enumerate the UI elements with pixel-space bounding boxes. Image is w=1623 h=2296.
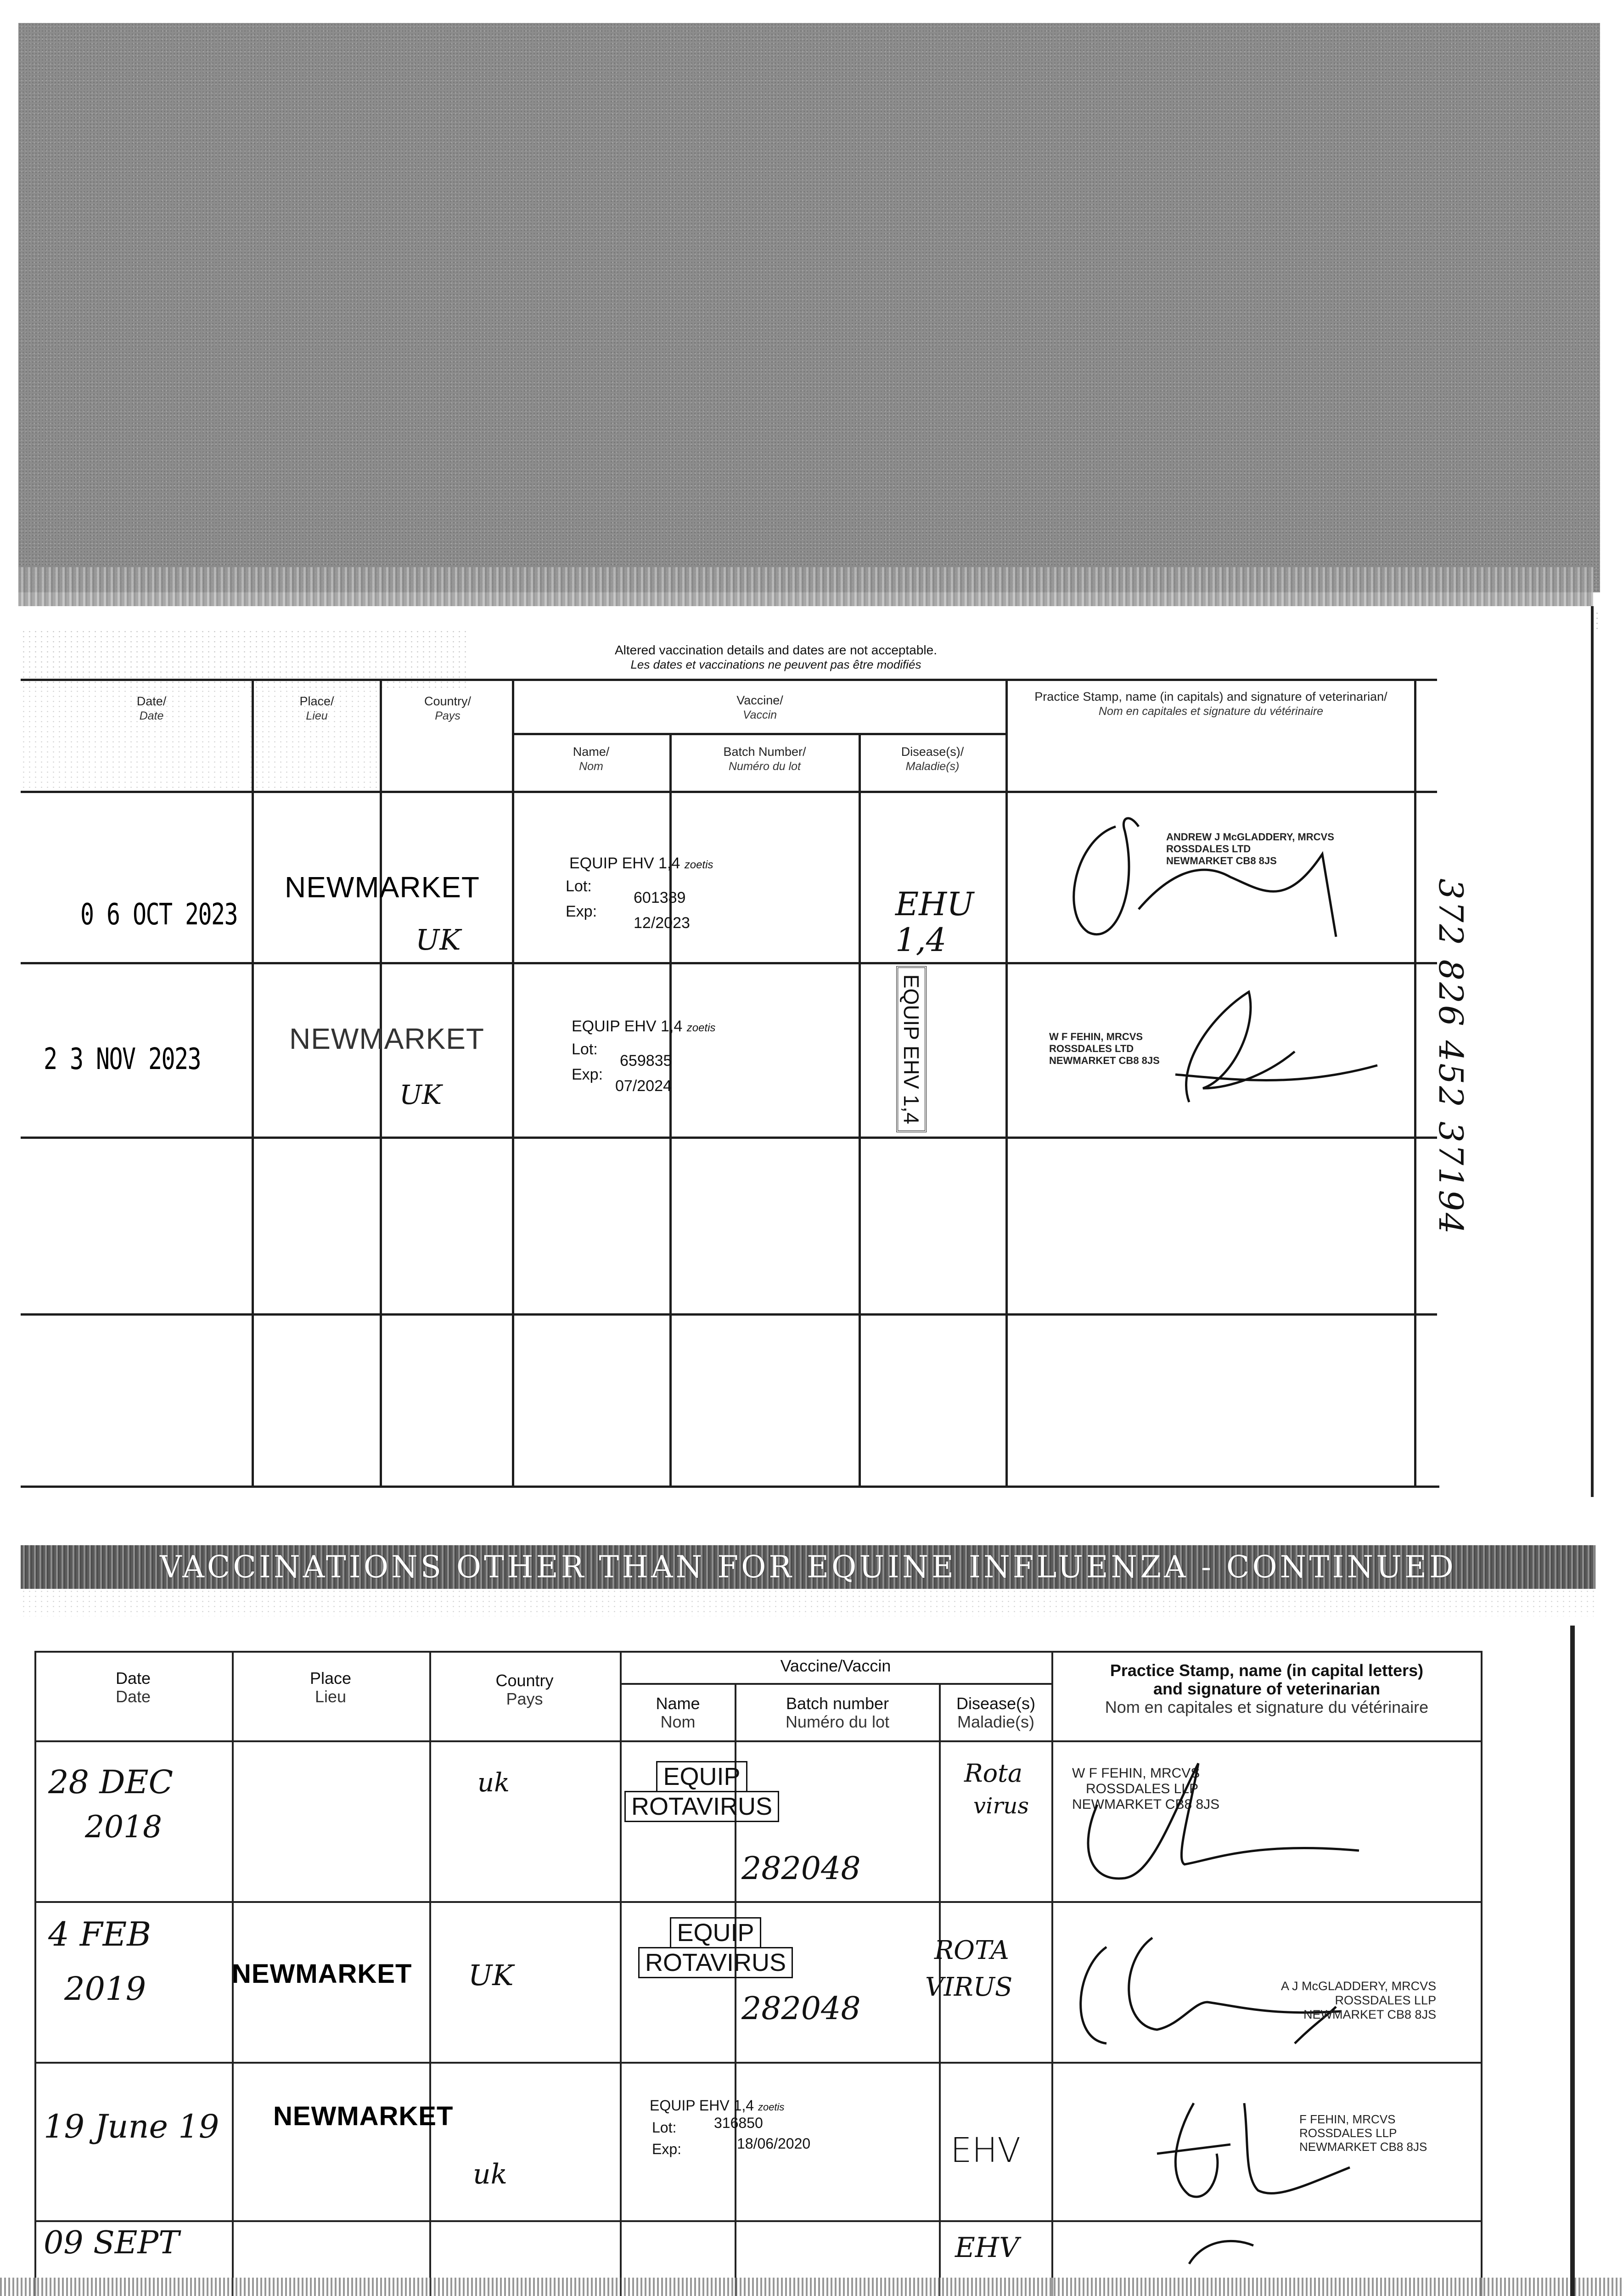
t1-header-name: Name/ Nom	[573, 745, 610, 773]
t1-row2-lot: 659835	[620, 1052, 672, 1069]
t2-row3-exp-label: Exp:	[652, 2141, 682, 2157]
t2-row3-exp: 18/06/2020	[737, 2135, 811, 2152]
t2-row2-vet-stamp: A J McGLADDERY, MRCVS ROSSDALES LLP NEWMARKET CB8 8JS	[1281, 1979, 1437, 2021]
t2-row3-vaccine: EQUIP EHV 1,4 zoetis	[650, 2097, 785, 2114]
t2-row1-vaccine-stamp: EQUIP ROTAVIRUS	[624, 1761, 779, 1822]
t1-row1-disease: EHU 1,4	[895, 885, 974, 959]
notice-en: Altered vaccination details and dates are not acceptable.	[614, 643, 937, 657]
t1-row1-signature	[1047, 799, 1368, 946]
t1-row1-vaccine: EQUIP EHV 1,4 zoetis	[569, 855, 713, 872]
t2-row4-date: 09 SEPT	[44, 2225, 180, 2261]
t2-header-disease: Disease(s) Maladie(s)	[956, 1694, 1036, 1731]
t1-row2-country: UK	[399, 1079, 442, 1110]
t2-row2-date-l2: 2019	[64, 1970, 146, 2008]
t2-row2-disease-l2: VIRUS	[925, 1972, 1013, 2002]
scan-bottom-edge	[0, 2278, 1623, 2296]
t1-row2-lot-label: Lot:	[572, 1041, 598, 1058]
t2-row3-vet-stamp: F FEHIN, MRCVS ROSSDALES LLP NEWMARKET CB8 8JS	[1299, 2112, 1427, 2154]
t2-row2-vaccine-stamp: EQUIP ROTAVIRUS	[638, 1917, 793, 1978]
t1-header-place: Place/ Lieu	[299, 694, 334, 722]
t2-row3-lot-label: Lot:	[652, 2119, 677, 2136]
t2-row1-batch: 282048	[741, 1851, 861, 1887]
section-banner	[21, 1545, 1595, 1589]
t1-row2-exp: 07/2024	[615, 1077, 672, 1095]
t1-header-vaccine: Vaccine/ Vaccin	[736, 693, 783, 721]
t2-row1-disease-l2: virus	[973, 1793, 1029, 1819]
t1-header-stamp: Practice Stamp, name (in capitals) and signature of veterinarian/ Nom en capitales et signature du vétérinaire	[1034, 690, 1387, 718]
t2-header-date: Date Date	[115, 1669, 151, 1706]
notice-fr: Les dates et vaccinations ne peuvent pas être modifiés	[630, 658, 921, 671]
t1-row2-exp-label: Exp:	[572, 1066, 603, 1083]
t2-row2-place: NEWMARKET	[232, 1959, 412, 1989]
t1-header-country: Country/ Pays	[424, 694, 472, 722]
t1-row2-disease-stamp: EQUIP EHV 1,4	[859, 983, 964, 1116]
t1-row1-country: UK	[416, 923, 461, 957]
t2-row3-disease: EHV	[950, 2131, 1021, 2170]
t2-header-stamp: Practice Stamp, name (in capital letters) and signature of veterinarian Nom en capitales et signature du vétérinaire	[1105, 1661, 1429, 1716]
t2-row1-signature	[1061, 1745, 1382, 1896]
t2-header-vaccine: Vaccine/Vaccin	[780, 1656, 891, 1675]
t1-header-date: Date/ Date	[136, 694, 167, 722]
scan-noise-5	[21, 1589, 1595, 1616]
t1-row1-vet-stamp: ANDREW J McGLADDERY, MRCVS ROSSDALES LTD NEWMARKET CB8 8JS	[1166, 831, 1334, 867]
t2-row1-vet-stamp: W F FEHIN, MRCVS ROSSDALES LLP NEWMARKET CB8 8JS	[1072, 1766, 1220, 1812]
t1-row2-vaccine: EQUIP EHV 1,4 zoetis	[572, 1018, 716, 1035]
redacted-panel	[18, 23, 1600, 592]
t2-row2-country: UK	[468, 1958, 514, 1992]
side-note: 372 826 452 37194	[1432, 878, 1470, 1236]
t2-row3-country: uk	[473, 2158, 507, 2190]
t1-header-batch: Batch Number/ Numéro du lot	[723, 745, 806, 773]
t1-row1-date: 0 6 OCT 2023	[80, 898, 237, 932]
section-banner-title: VACCINATIONS OTHER THAN FOR EQUINE INFLUENZA - CONTINUED	[160, 1549, 1456, 1585]
scan-right-edge	[1570, 1626, 1575, 2296]
t2-row3-lot: 316850	[714, 2115, 763, 2131]
t2-row3-place: NEWMARKET	[273, 2101, 454, 2131]
scan-edge-strip	[18, 567, 1593, 611]
t1-row1-lot-label: Lot:	[566, 878, 592, 895]
t2-row4-disease: EHV	[955, 2232, 1019, 2264]
t1-header-disease: Disease(s)/ Maladie(s)	[901, 745, 964, 773]
t2-row2-disease-l1: ROTA	[934, 1936, 1009, 1965]
t2-row1-disease-l1: Rota	[964, 1759, 1023, 1788]
t1-row1-place: NEWMARKET	[285, 871, 480, 904]
t2-header-name: Name Nom	[656, 1694, 700, 1731]
t2-row1-country: uk	[477, 1768, 510, 1798]
t2-header-place: Place Lieu	[309, 1669, 352, 1706]
t2-header-batch: Batch number Numéro du lot	[785, 1694, 890, 1731]
t2-row1-date-l2: 2018	[85, 1809, 162, 1845]
t1-row2-vet-stamp: W F FEHIN, MRCVS ROSSDALES LTD NEWMARKET CB8 8JS	[1049, 1031, 1160, 1066]
t1-row2-place: NEWMARKET	[289, 1022, 484, 1055]
t2-row1-date-l1: 28 DEC	[48, 1763, 174, 1801]
t2-header-country: Country Pays	[495, 1671, 554, 1708]
t2-row2-batch: 282048	[741, 1991, 861, 2027]
t2-row2-date-l1: 4 FEB	[48, 1915, 152, 1953]
t2-row3-date: 19 June 19	[44, 2108, 219, 2145]
t1-row1-exp: 12/2023	[634, 914, 690, 932]
t1-row1-lot: 601389	[634, 889, 686, 906]
t1-row1-exp-label: Exp:	[566, 903, 597, 920]
t1-row2-date: 2 3 NOV 2023	[44, 1042, 201, 1076]
alteration-notice	[523, 643, 1028, 671]
t2-row4-signature	[1175, 2232, 1267, 2268]
